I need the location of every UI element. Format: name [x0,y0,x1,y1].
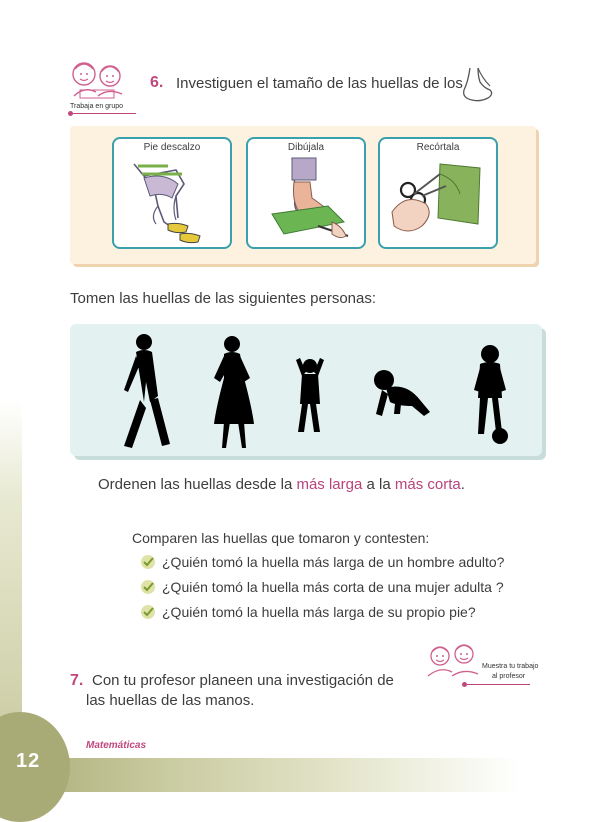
badge-underline [464,684,530,685]
order-longest: más larga [296,476,363,493]
silhouette-man [124,334,170,448]
question-text: ¿Quién tomó la huella más corta de una mujer adulta ? [162,579,504,595]
badge-dot [68,111,73,116]
badge-underline [70,113,136,114]
group-work-label: Trabaja en grupo [70,103,124,110]
foot-icon [456,66,496,104]
check-icon [140,604,156,620]
silhouette-child [296,358,324,432]
question-item [140,604,476,620]
order-suffix: . [460,476,465,493]
subject-footer: Matemáticas [86,740,147,751]
activity-7-line1: Con tu profesor planeen una investigación de [92,672,394,689]
silhouette-boy-with-ball [474,345,508,444]
cutting-illustration [380,156,496,244]
activity-6-text: Investiguen el tamaño de las huellas de los [176,75,463,92]
question-text: ¿Quién tomó la huella más larga de un hombre adulto? [162,554,505,570]
activity-7-number: 7. [70,672,84,689]
question-item [140,579,504,595]
drawing-illustration [248,156,364,244]
activity-7-line2: las huellas de las manos. [86,692,255,709]
order-prefix: Ordenen las huellas desde la [98,476,297,493]
bottom-band [0,758,612,792]
question-text: ¿Quién tomó la huella más larga de su propio pie? [162,604,476,620]
show-teacher-icon [420,640,490,684]
check-icon [140,554,156,570]
show-work-label: Muestra tu trabajo [482,663,539,670]
barefoot-illustration [114,156,230,244]
silhouette-woman [214,336,254,448]
silhouette-baby [374,370,430,416]
question-item [140,554,504,570]
people-silhouettes [70,324,542,456]
compare-intro: Comparen las huellas que tomaron y contesten: [132,530,430,546]
activity-6-number: 6. [150,74,164,91]
step-label: Dibújala [287,142,325,153]
step-label: Pie descalzo [143,142,201,153]
order-shortest: más corta [394,476,461,493]
step-label: Recórtala [416,142,460,153]
show-work-label-2: al profesor [492,673,526,680]
order-instruction [98,476,465,493]
badge-dot [462,682,467,687]
check-icon [140,579,156,595]
instruction-text: Tomen las huellas de las siguientes personas: [70,290,377,307]
order-middle: a la [362,476,395,493]
page-number: 12 [16,750,41,772]
